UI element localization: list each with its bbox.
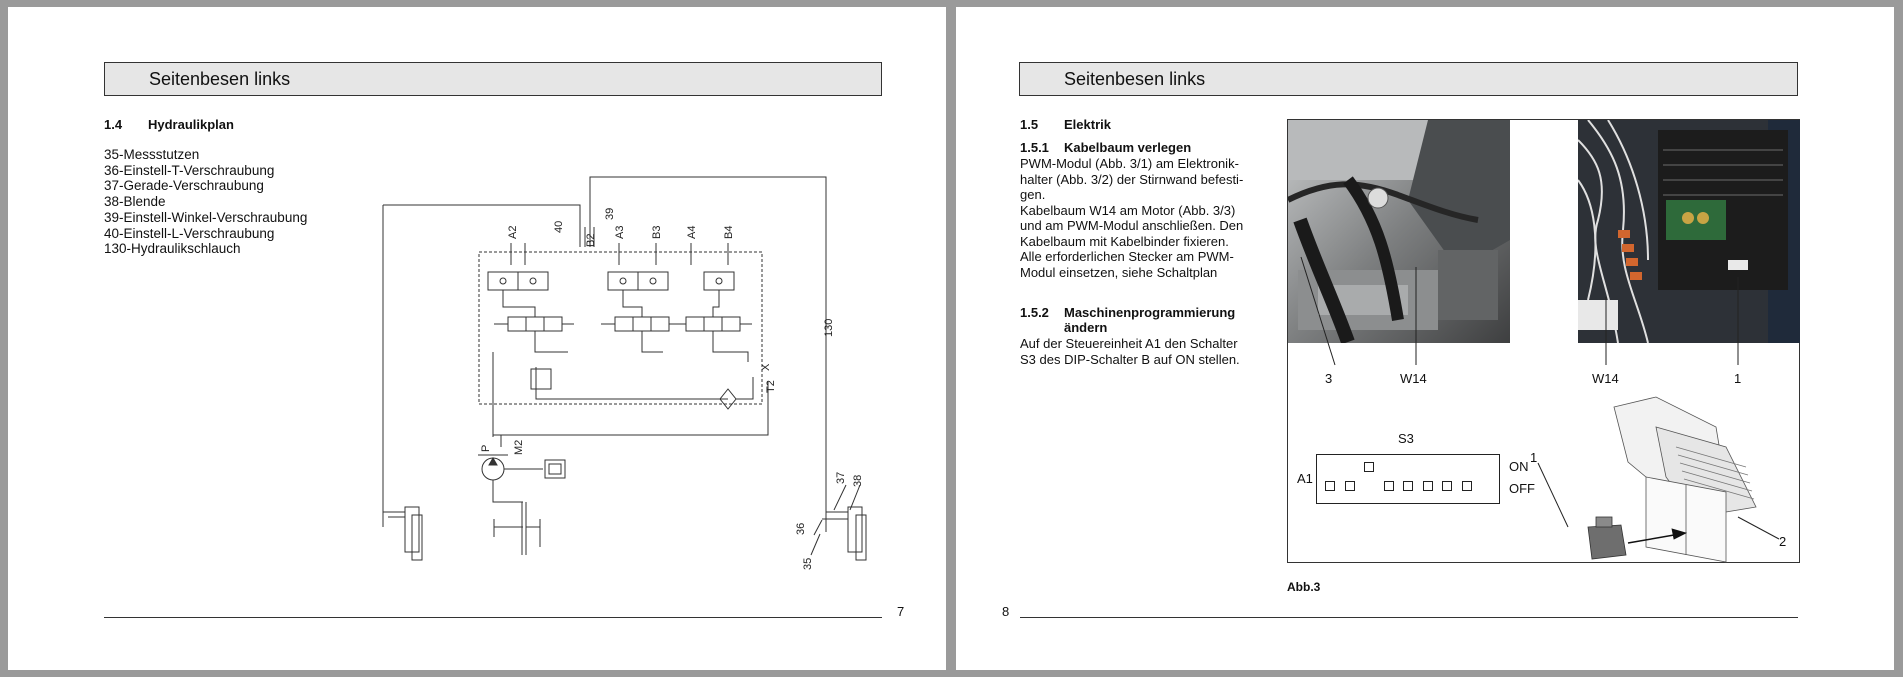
port-label-a4: A4: [686, 225, 698, 239]
callout-2: 2: [1779, 534, 1787, 549]
port-label-b4: B4: [723, 225, 735, 239]
text-line: Kabelbaum mit Kabelbinder fixieren.: [1020, 233, 1229, 249]
dip-off-label: OFF: [1509, 481, 1535, 496]
list-item: 37-Gerade-Verschraubung: [104, 178, 264, 194]
header-title: Seitenbesen links: [149, 69, 291, 89]
callout-w14: W14: [1592, 371, 1619, 386]
page-number: 8: [1002, 604, 1010, 619]
label-130: 130: [823, 318, 835, 337]
text-line: PWM-Modul (Abb. 3/1) am Elektronik-: [1020, 156, 1239, 171]
label-36: 36: [795, 522, 807, 535]
port-label-t2: T2: [765, 380, 777, 393]
hydraulic-diagram-labels: [8, 7, 946, 670]
page-number: 7: [897, 604, 905, 619]
text-line: Modul einsetzen, siehe Schaltplan: [1020, 264, 1218, 280]
list-item: 39-Einstell-Winkel-Verschraubung: [104, 209, 308, 225]
text-line: Auf der Steuereinheit A1 den Schalter: [1020, 336, 1238, 351]
text-line: und am PWM-Modul anschließen. Den: [1020, 218, 1244, 233]
list-item: 36-Einstell-T-Verschraubung: [104, 162, 275, 178]
figure-caption: Abb.3: [1287, 580, 1321, 594]
text-line: Kabelbaum W14 am Motor (Abb. 3/3): [1020, 202, 1236, 218]
callout-w14: W14: [1400, 371, 1427, 386]
label-x: X: [760, 363, 772, 371]
section-number: 1.5: [1020, 117, 1039, 132]
header-title: Seitenbesen links: [1064, 69, 1206, 89]
list-item: 35-Messstutzen: [104, 147, 200, 162]
port-label-a3: A3: [614, 225, 626, 239]
left-page: [8, 7, 946, 670]
port-label-b3: B3: [651, 225, 663, 239]
text-line: Alle erforderlichen Stecker am PWM-: [1020, 249, 1234, 264]
subsection-number: 1.5.1: [1020, 140, 1049, 155]
dip-unit-label: A1: [1297, 471, 1313, 486]
port-label-m2: M2: [513, 439, 525, 455]
subsection-title-cont: ändern: [1064, 320, 1108, 335]
subsection-number: 1.5.2: [1020, 305, 1049, 320]
subsection-title: Maschinenprogrammierung: [1064, 305, 1236, 320]
port-label-a2: A2: [507, 225, 519, 239]
text-line: S3 des DIP-Schalter B auf ON stellen.: [1020, 351, 1240, 367]
label-38: 38: [852, 474, 864, 487]
footer-rule: [1020, 617, 1798, 618]
footer-rule: [104, 617, 882, 618]
label-37: 37: [835, 471, 847, 484]
label-39: 39: [604, 207, 616, 220]
section-number: 1.4: [104, 117, 123, 132]
callout-1: 1: [1734, 371, 1742, 386]
text-line: halter (Abb. 3/2) der Stirnwand befesti-: [1020, 171, 1244, 187]
list-item: 38-Blende: [104, 194, 166, 210]
module-drawing: [956, 7, 1894, 670]
section-title: Hydraulikplan: [148, 117, 234, 132]
port-label-b2: B2: [585, 233, 597, 247]
right-page: [956, 7, 1894, 670]
list-item: 40-Einstell-L-Verschraubung: [104, 225, 275, 241]
list-item: 130-Hydraulikschlauch: [104, 241, 241, 257]
text-line: gen.: [1020, 187, 1046, 202]
port-label-p: P: [480, 444, 492, 452]
callout-3: 3: [1325, 371, 1333, 386]
callout-1: 1: [1530, 450, 1538, 465]
subsection-title: Kabelbaum verlegen: [1064, 140, 1192, 155]
section-title: Elektrik: [1064, 117, 1111, 132]
dip-on-label: ON: [1509, 459, 1529, 474]
label-40: 40: [553, 220, 565, 233]
dip-title: S3: [1398, 431, 1414, 446]
label-35: 35: [802, 557, 814, 570]
